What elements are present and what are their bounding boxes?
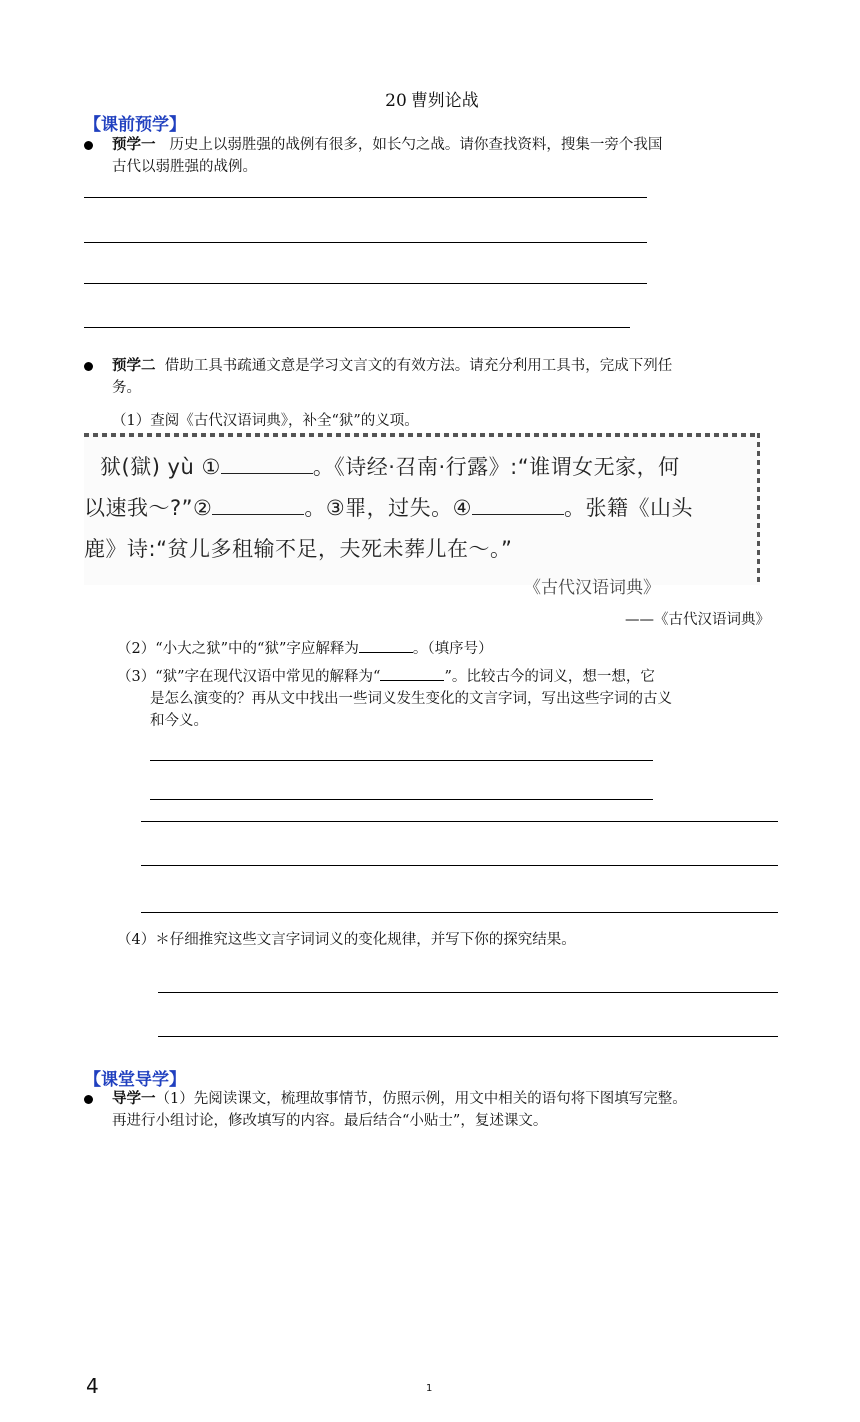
answer-line[interactable] bbox=[141, 821, 778, 822]
answer-line[interactable] bbox=[84, 283, 647, 284]
answer-line[interactable] bbox=[84, 327, 630, 328]
bullet-icon bbox=[84, 1095, 93, 1104]
dictionary-source: ——《古代汉语词典》 bbox=[625, 612, 770, 628]
dashed-border bbox=[84, 433, 760, 437]
question-4: （4）＊仔细推究这些文言字词词义的变化规律，并写下你的探究结果。 bbox=[117, 932, 576, 948]
q3-text-a: （3）“狱”字在现代汉语中常见的解释为“ bbox=[117, 669, 381, 685]
question-2 bbox=[117, 638, 493, 660]
dict-entry-line3: 鹿》诗:“贫儿多租输不足，夫死未葬儿在～。” bbox=[84, 537, 513, 561]
dict-line1-b: 。《诗经·召南·行露》:“谁谓女无家，何 bbox=[312, 455, 680, 479]
dict-line1-a: 狱(獄) yù ① bbox=[100, 455, 221, 479]
section-header-class-study: 【课堂导学】 bbox=[84, 1070, 186, 1090]
answer-line[interactable] bbox=[150, 799, 653, 800]
task1-label: 预学一 bbox=[112, 137, 156, 153]
q3-line3: 和今义。 bbox=[150, 713, 208, 729]
task1-line2: 古代以弱胜强的战例。 bbox=[112, 159, 257, 175]
title-text: 曹刿论战 bbox=[410, 91, 479, 111]
task2-text bbox=[112, 355, 782, 399]
question-3 bbox=[117, 666, 782, 732]
q3-line2: 是怎么演变的？再从文中找出一些词义发生变化的文言字词，写出这些字词的古义 bbox=[150, 691, 672, 707]
dictionary-excerpt-image bbox=[84, 433, 760, 598]
dict-cut-caption: 《古代汉语词典》 bbox=[524, 578, 660, 598]
dict-entry-line1 bbox=[100, 451, 680, 481]
task1-line1: 历史上以弱胜强的战例有很多，如长勺之战。请你查找资料，搜集一旁个我国 bbox=[169, 137, 663, 153]
dict-entry-line2 bbox=[84, 492, 693, 522]
dict-line2-c: 。张籍《山头 bbox=[564, 496, 694, 520]
guide1-text bbox=[112, 1088, 792, 1132]
guide1-label: 导学一 bbox=[112, 1091, 156, 1107]
guide1-line1: （1）先阅读课文，梳理故事情节，仿照示例，用文中相关的语句将下图填写完整。 bbox=[155, 1091, 687, 1107]
task2-line2: 务。 bbox=[112, 380, 141, 396]
answer-line[interactable] bbox=[141, 912, 778, 913]
dashed-border bbox=[757, 433, 760, 585]
q3-text-b: ”。比较古今的词义，想一想，它 bbox=[444, 669, 655, 685]
section-header-pre-study: 【课前预学】 bbox=[84, 115, 186, 135]
answer-line[interactable] bbox=[84, 197, 647, 198]
guide1-line2: 再进行小组讨论，修改填写的内容。最后结合“小贴士”，复述课文。 bbox=[112, 1113, 548, 1129]
q2-blank[interactable] bbox=[359, 638, 413, 653]
answer-line[interactable] bbox=[150, 760, 653, 761]
bullet-icon bbox=[84, 362, 93, 371]
task2-label: 预学二 bbox=[112, 358, 156, 374]
dict-line2-b: 。③罪，过失。④ bbox=[304, 496, 473, 520]
answer-line[interactable] bbox=[141, 865, 778, 866]
bullet-icon bbox=[84, 141, 93, 150]
q2-text-b: 。（填序号） bbox=[412, 641, 493, 657]
title-number: 20 bbox=[385, 91, 407, 111]
page-index: 1 bbox=[426, 1383, 433, 1394]
task2-line1: 借助工具书疏通文意是学习文言文的有效方法。请充分利用工具书，完成下列任 bbox=[164, 358, 673, 374]
dict-line2-a: 以速我～?”② bbox=[84, 496, 213, 520]
q3-blank[interactable] bbox=[380, 666, 444, 681]
dict-blank-2[interactable] bbox=[212, 496, 304, 515]
answer-line[interactable] bbox=[158, 1036, 778, 1037]
answer-line[interactable] bbox=[84, 242, 647, 243]
question-1: （1）查阅《古代汉语词典》，补全“狱”的义项。 bbox=[112, 413, 419, 429]
q2-text-a: （2）“小大之狱”中的“狱”字应解释为 bbox=[117, 641, 359, 657]
dict-blank-4[interactable] bbox=[472, 496, 564, 515]
page-title bbox=[0, 86, 860, 111]
page-number: 4 bbox=[86, 1374, 99, 1398]
dict-blank-1[interactable] bbox=[221, 455, 313, 474]
answer-line[interactable] bbox=[158, 992, 778, 993]
task1-text bbox=[112, 134, 782, 178]
